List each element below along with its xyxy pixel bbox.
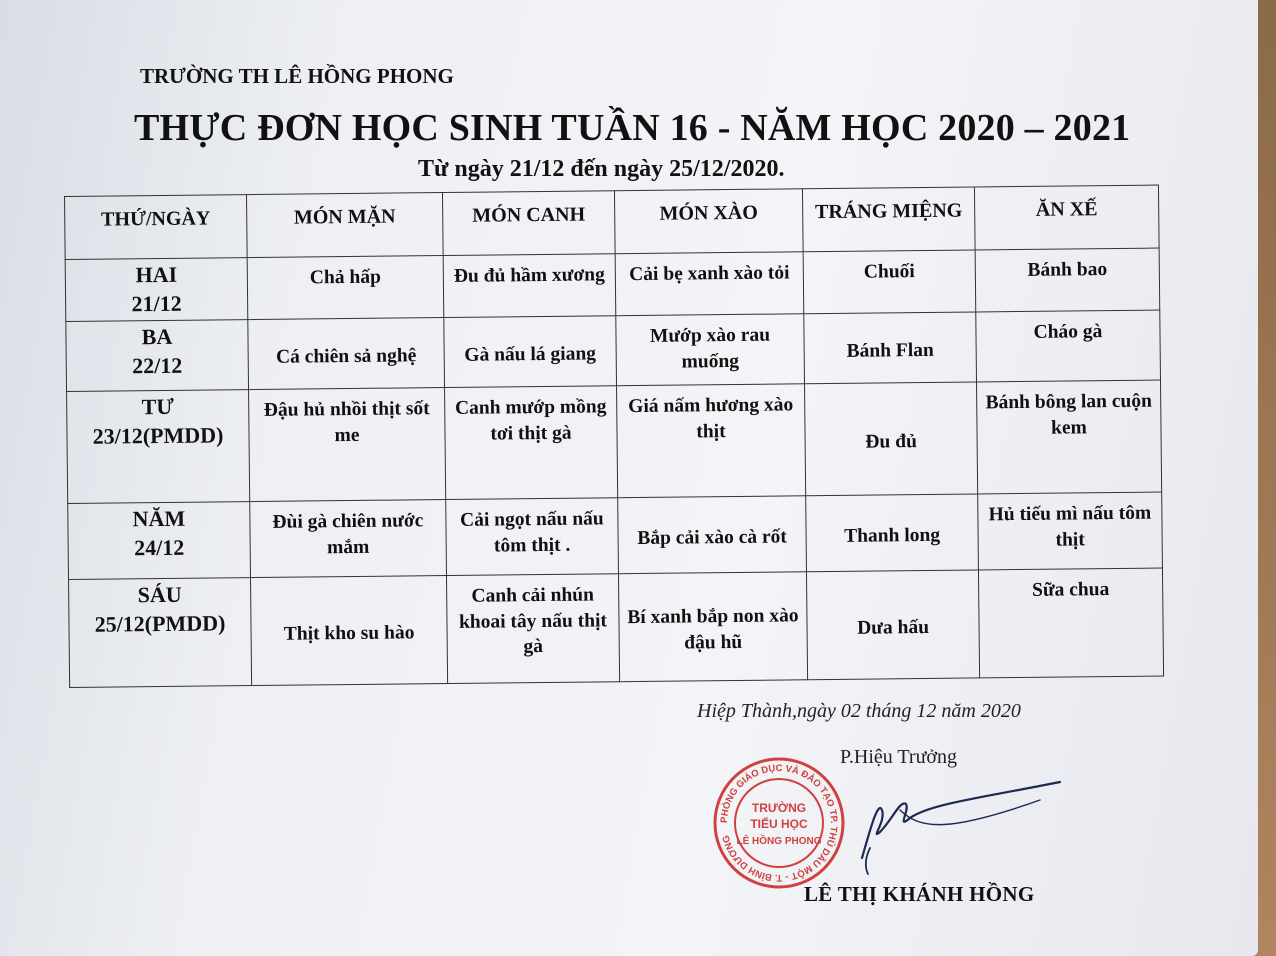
day-cell <box>65 258 248 322</box>
menu-table <box>64 185 1164 689</box>
day-name: BA <box>141 324 173 350</box>
dessert-cell: Dưa hấu <box>806 570 979 680</box>
dessert-cell: Bánh Flan <box>804 312 977 384</box>
stir-fry-cell: Bắp cải xào cà rốt <box>618 496 807 574</box>
main-dish-cell: Cá chiên sả nghệ <box>248 318 445 390</box>
seal-line-3: LÊ HỒNG PHONG <box>736 836 822 847</box>
stir-fry-cell: Giá nấm hương xào thịt <box>617 384 806 498</box>
day-cell <box>67 390 250 504</box>
day-name: TƯ <box>141 394 174 420</box>
page-title: THỰC ĐƠN HỌC SINH TUẦN 16 - NĂM HỌC 2020 – 2021 <box>134 107 1131 149</box>
day-date: 25/12(PMDD) <box>94 610 226 637</box>
snack-cell: Cháo gà <box>976 310 1161 382</box>
table-row <box>68 492 1163 579</box>
dessert-cell: Đu đủ <box>805 382 978 496</box>
school-seal-icon <box>712 756 846 890</box>
seal-line-1: TRƯỜNG <box>751 801 807 815</box>
day-date: 23/12(PMDD) <box>92 422 224 449</box>
day-name: SÁU <box>137 581 182 608</box>
header-soup: MÓN CANH <box>442 191 615 256</box>
day-cell <box>69 578 252 688</box>
header-main-dish: MÓN MẶN <box>246 193 443 258</box>
main-dish-cell: Chả hấp <box>247 256 444 320</box>
stir-fry-cell: Mướp xào rau muống <box>616 314 805 386</box>
seal-ring-text: PHÒNG GIÁO DỤC VÀ ĐÀO TẠO TP. THỦ DẦU MỘT - T. BÌNH DƯƠNG <box>718 762 840 884</box>
soup-cell: Canh cải nhún khoai tây nấu thịt gà <box>446 574 619 684</box>
soup-cell: Gà nấu lá giang <box>444 316 617 388</box>
school-name: TRƯỜNG TH LÊ HỒNG PHONG <box>140 64 454 88</box>
dessert-cell: Thanh long <box>806 494 979 572</box>
table-row <box>65 248 1160 322</box>
day-date: 21/12 <box>131 290 182 316</box>
place-date: Hiệp Thành,ngày 02 tháng 12 năm 2020 <box>697 700 1021 722</box>
signer-role: P.Hiệu Trưởng <box>840 746 958 768</box>
date-range: Từ ngày 21/12 đến ngày 25/12/2020. <box>418 156 785 182</box>
day-cell <box>68 502 251 580</box>
table-row <box>66 310 1161 391</box>
main-dish-cell: Thịt kho su hào <box>251 576 448 686</box>
snack-cell: Hủ tiếu mì nấu tôm thịt <box>978 492 1163 570</box>
table-row <box>67 380 1162 503</box>
soup-cell: Canh mướp mồng tơi thịt gà <box>445 386 618 500</box>
table-header-row <box>65 185 1160 259</box>
day-date: 22/12 <box>132 352 183 379</box>
seal-line-2: TIỂU HỌC <box>750 817 808 831</box>
snack-cell: Sữa chua <box>978 568 1163 678</box>
day-name: NĂM <box>132 505 186 532</box>
snack-cell: Bánh bông lan cuộn kem <box>976 380 1161 494</box>
soup-cell: Cải ngọt nấu nấu tôm thịt . <box>446 498 619 576</box>
snack-cell: Bánh bao <box>975 248 1160 312</box>
header-day: THỨ/NGÀY <box>65 195 248 260</box>
stir-fry-cell: Cải bẹ xanh xào tỏi <box>615 252 804 316</box>
main-dish-cell: Đùi gà chiên nước mắm <box>250 500 447 578</box>
header-dessert: TRÁNG MIỆNG <box>802 187 975 252</box>
day-date: 24/12 <box>133 534 185 561</box>
signature-icon <box>840 770 1080 880</box>
stir-fry-cell: Bí xanh bắp non xào đậu hũ <box>618 572 807 682</box>
main-dish-cell: Đậu hủ nhồi thịt sốt me <box>249 388 446 502</box>
table-row <box>69 568 1164 687</box>
dessert-cell: Chuối <box>803 250 976 314</box>
day-name: HAI <box>135 261 178 288</box>
signer-name: LÊ THỊ KHÁNH HỒNG <box>804 882 1035 906</box>
day-cell <box>66 320 249 392</box>
header-stir-fry: MÓN XÀO <box>614 189 803 254</box>
soup-cell: Đu đủ hầm xương <box>443 254 616 318</box>
header-snack: ĂN XẾ <box>974 185 1159 250</box>
